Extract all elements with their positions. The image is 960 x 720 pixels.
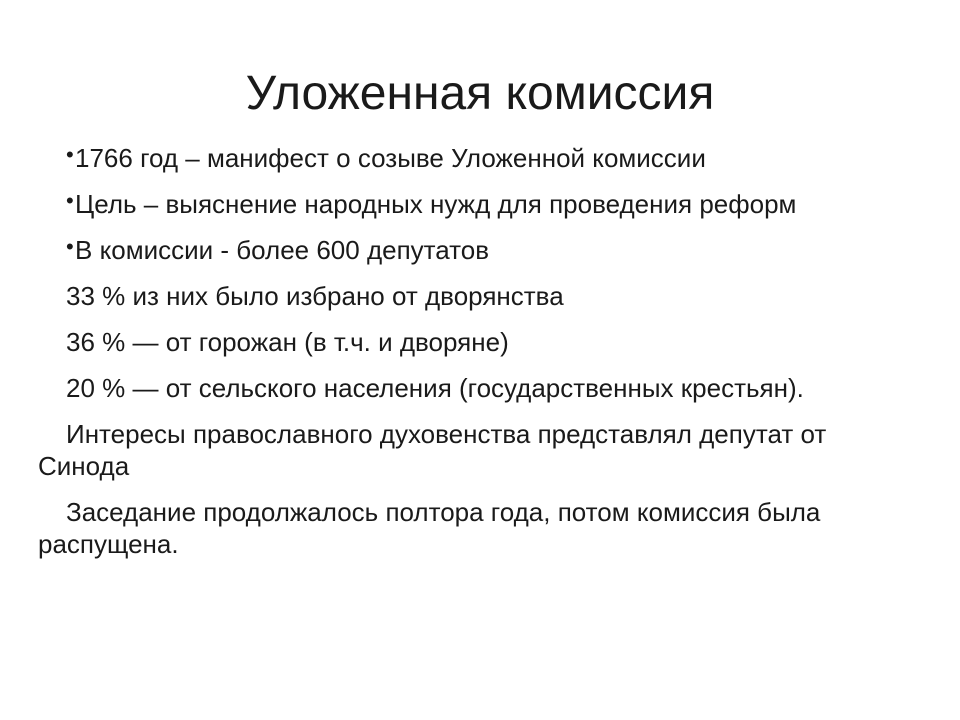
paragraph-text: 20 % — от сельского населения (государственных крестьян).	[66, 373, 804, 403]
paragraph-deputies	[38, 234, 908, 266]
bullet-icon: •	[66, 142, 74, 167]
paragraph-rural	[38, 372, 908, 404]
paragraph-townspeople	[38, 326, 908, 358]
paragraph-clergy	[38, 418, 908, 482]
paragraph-text: Цель – выяснение народных нужд для проведения реформ	[75, 189, 797, 219]
paragraph-text: В комиссии - более 600 депутатов	[75, 235, 490, 265]
paragraph-session	[38, 496, 908, 560]
paragraph-text: 33 % из них было избрано от дворянства	[66, 281, 564, 311]
paragraph-text: Интересы православного духовенства представлял депутат от Синода	[38, 419, 827, 481]
slide-body	[38, 142, 908, 574]
paragraph-text: 36 % — от горожан (в т.ч. и дворяне)	[66, 327, 509, 357]
slide-title: Уложенная комиссия	[245, 67, 715, 120]
bullet-icon: •	[66, 188, 74, 213]
bullet-icon: •	[66, 234, 74, 259]
paragraph-text: 1766 год – манифест о созыве Уложенной комиссии	[75, 143, 706, 173]
paragraph-text: Заседание продолжалось полтора года, потом комиссия была распущена.	[38, 497, 821, 559]
paragraph-manifest	[38, 142, 908, 174]
paragraph-nobility	[38, 280, 908, 312]
paragraph-goal	[38, 188, 908, 220]
